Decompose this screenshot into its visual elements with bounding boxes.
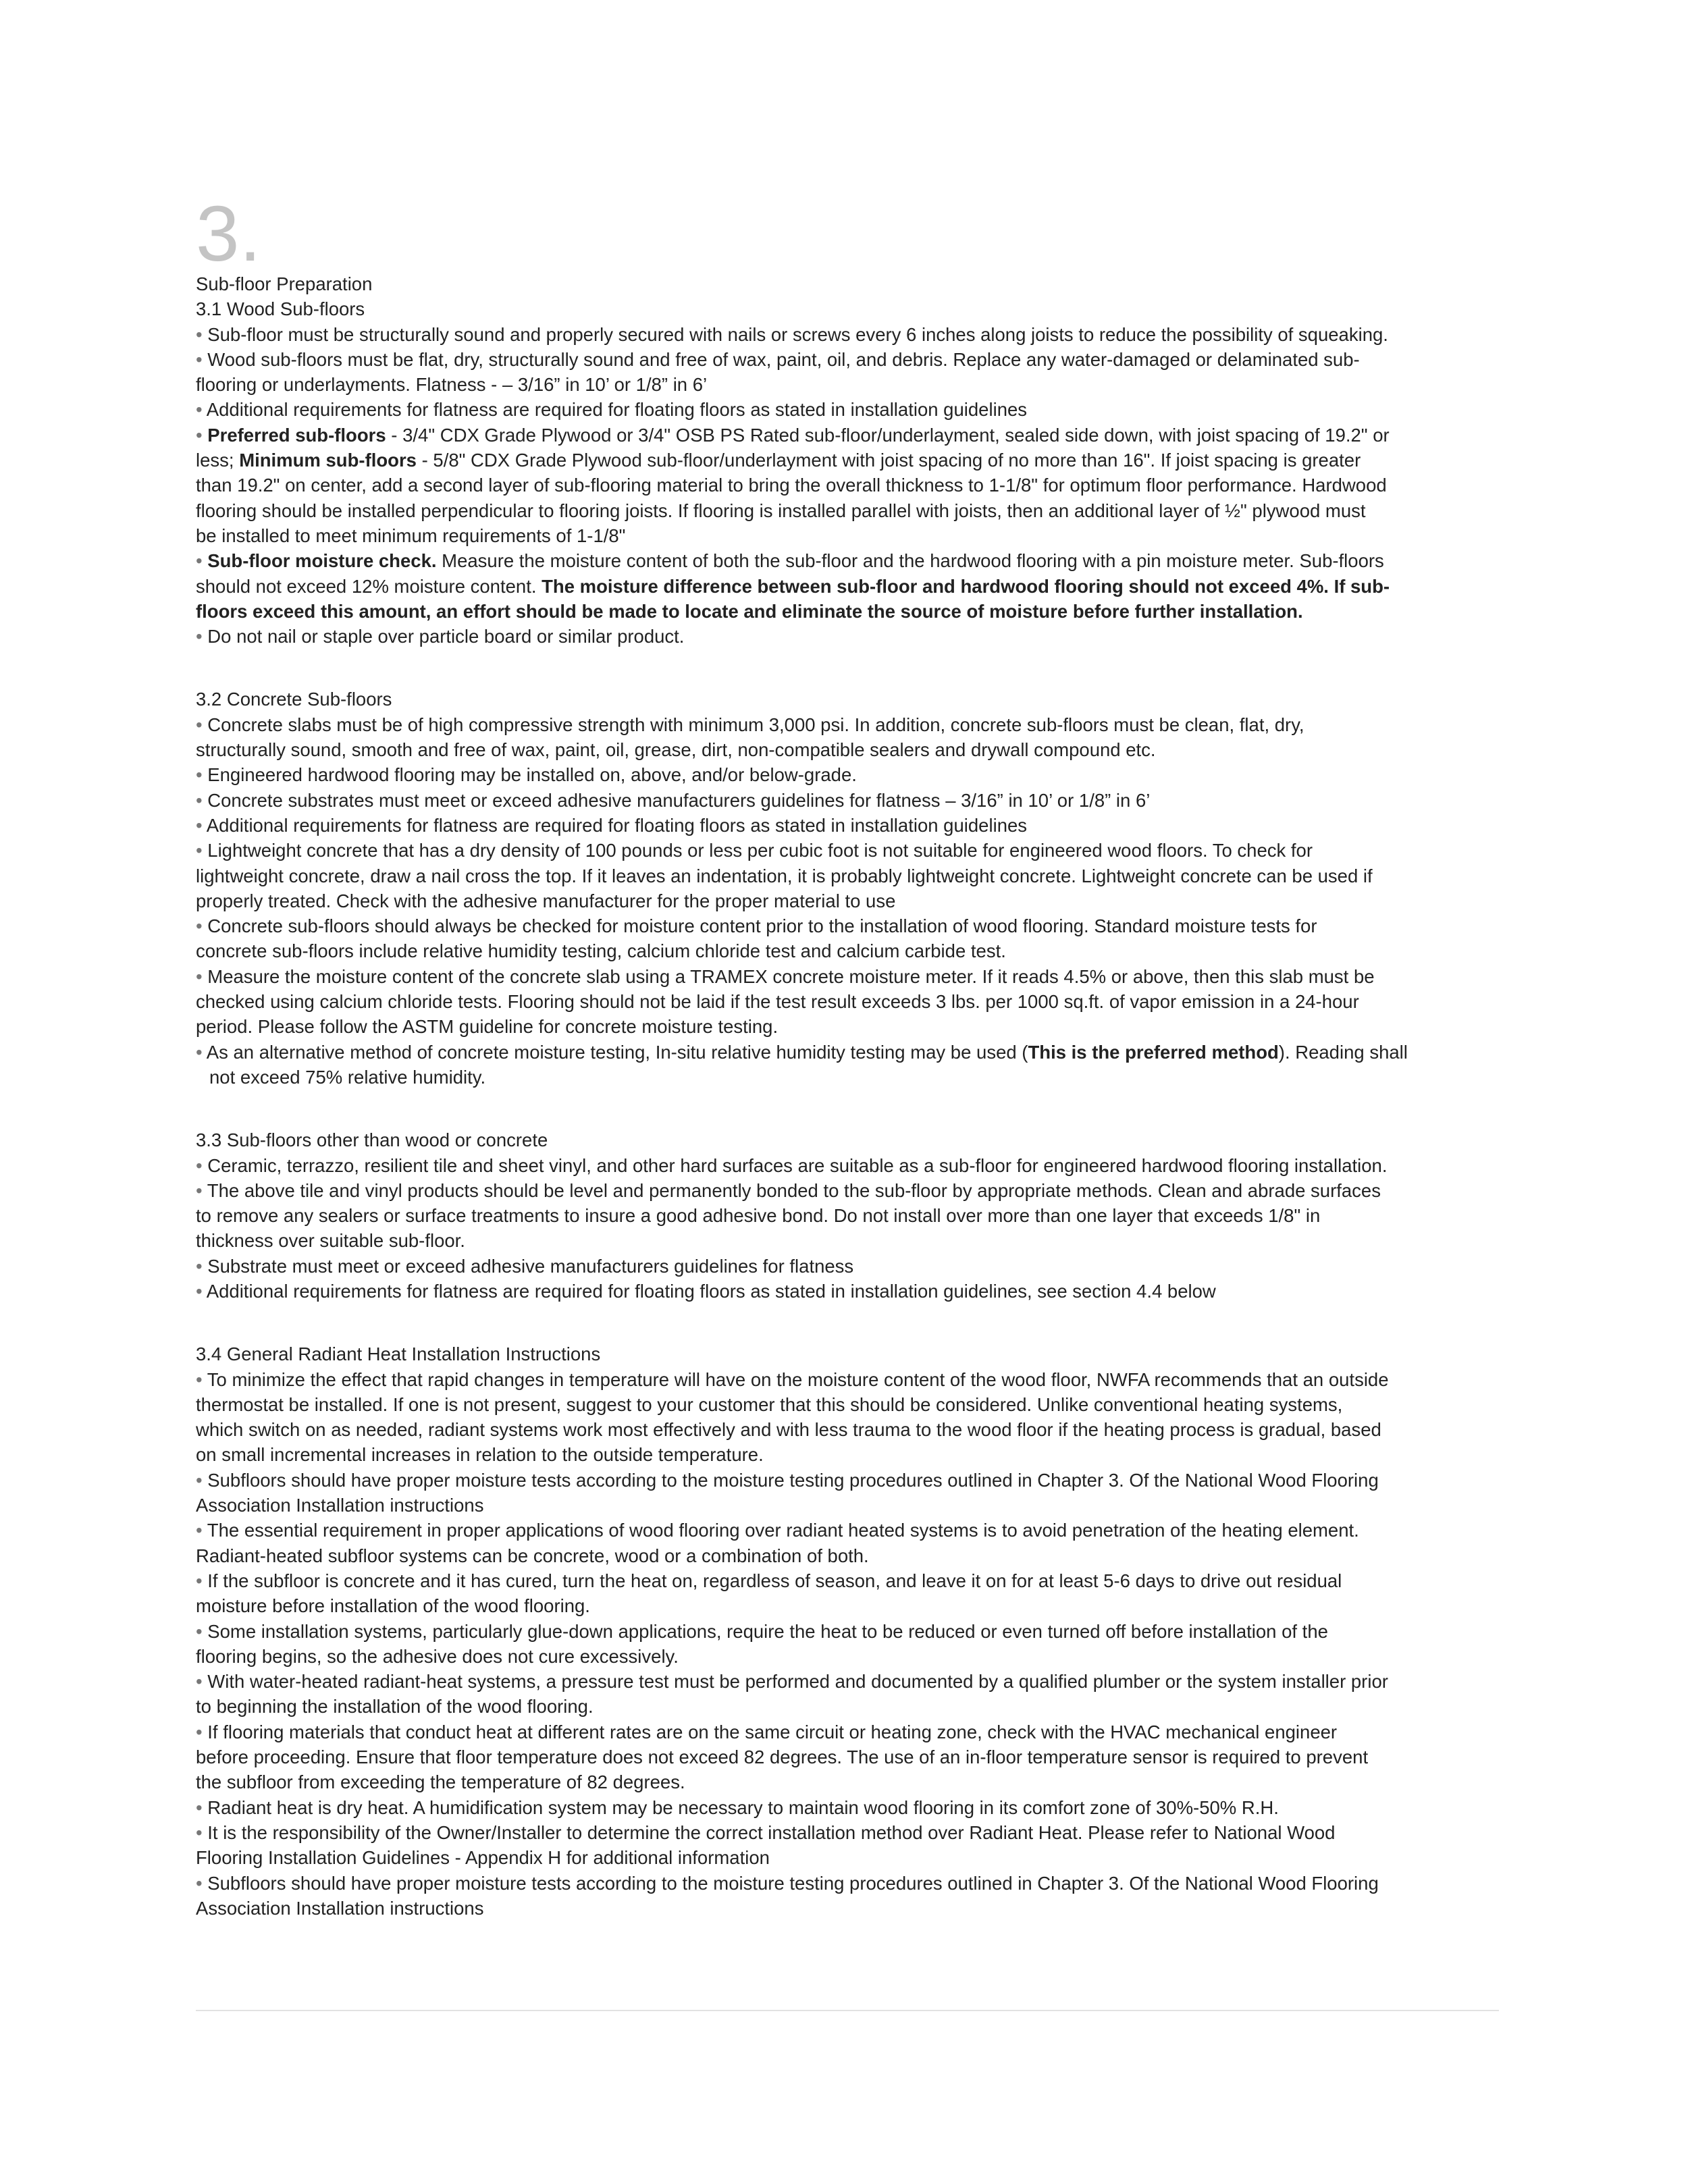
section-3-2-bullet-4: • Additional requirements for flatness are required for floating floors as stated in installation guidelines [196, 814, 1028, 836]
bullet-icon: • [196, 348, 203, 370]
bullet-icon: • [196, 550, 203, 572]
section-3-4-bullet-6: • With water-heated radiant-heat systems, a pressure test must be performed and documented by a qualified plumber or the system installer prior to beginning the installation of the wood flooring. [196, 1671, 1388, 1717]
bullet-icon: • [196, 1041, 203, 1063]
section-3-4-bullet-5: • Some installation systems, particularly glue-down applications, require the heat to be reduced or even turned off before installation of the flooring begins, so the adhesive does not cure excessively. [196, 1620, 1328, 1667]
document-title: Sub-floor Preparation [196, 273, 373, 294]
section-3-1-bullet-2: • Wood sub-floors must be flat, dry, structurally sound and free of wax, paint, oil, and debris. Replace any water-damaged or delaminated sub-flooring or underlayments. Flatness - – 3/16” in 10’ or 1/8” in 6’ [196, 348, 1360, 396]
section-3-2-title: 3.2 Concrete Sub-floors [196, 689, 392, 710]
bullet-icon: • [196, 1796, 203, 1818]
bullet-icon: • [196, 1821, 203, 1843]
bullet-icon: • [196, 814, 203, 836]
section-3-3-bullet-4: • Additional requirements for flatness are required for floating floors as stated in installation guidelines, see section 4.4 below [196, 1280, 1216, 1302]
section-3-3-bullet-2: • The above tile and vinyl products should be level and permanently bonded to the sub-floor by appropriate methods. Clean and abrade surfaces to remove any sealers or surface treatments to insure a good adhesive bond. Do not install over more than one layer that exceeds 1/8" in thickness over suitable sub-floor. [196, 1179, 1381, 1252]
section-3-1-title: 3.1 Wood Sub-floors [196, 298, 365, 320]
section-3-2-bullet-2: • Engineered hardwood flooring may be installed on, above, and/or below-grade. [196, 764, 857, 786]
bullet-icon: • [196, 764, 203, 786]
section-gap [196, 649, 1391, 687]
bullet-icon: • [196, 1255, 203, 1277]
bullet-icon: • [196, 840, 203, 861]
section-3-1-bullet-6: • Do not nail or staple over particle board or similar product. [196, 626, 685, 647]
section-3-2-bullet-6: • Concrete sub-floors should always be checked for moisture content prior to the installation of wood flooring. Standard moisture tests for concrete sub-floors include relative humidity testing, calcium chloride test and calcium carbide test. [196, 915, 1317, 962]
bullet-icon: • [196, 1368, 203, 1390]
bullet-icon: • [196, 1520, 203, 1541]
section-3-2-bullet-3: • Concrete substrates must meet or exceed adhesive manufacturers guidelines for flatness – 3/16” in 10’ or 1/8” in 6’ [196, 789, 1151, 811]
section-3-4-bullet-8: • Radiant heat is dry heat. A humidification system may be necessary to maintain wood flooring in its comfort zone of 30%-50% R.H. [196, 1796, 1279, 1818]
section-gap [196, 1090, 1391, 1127]
section-3-1-bullet-4: • Preferred sub-floors - 3/4" CDX Grade Plywood or 3/4" OSB PS Rated sub-floor/underlayment, sealed side down, with joist spacing of 19.2" or less; Minimum sub-floors - 5/8" CDX Grade Plywood sub-floor/underlayment with joist spacing of no more than 16". If joist spacing is greater than 19.2" on center, add a second layer of sub-flooring material to bring the overall thickness to 1-1/8" for optimum floor performance. Hardwood flooring should be installed perpendicular to flooring joists. If flooring is installed parallel with joists, then an additional layer of ½" plywood must be installed to meet minimum requirements of 1-1/8" [196, 424, 1390, 546]
bullet-icon: • [196, 323, 203, 345]
chapter-number: 3. [196, 190, 261, 277]
section-3-4-bullet-2: • Subfloors should have proper moisture tests according to the moisture testing procedures outlined in Chapter 3. Of the National Wood Flooring Association Installation instructions [196, 1469, 1379, 1516]
bullet-icon: • [196, 965, 203, 987]
section-3-4-bullet-4: • If the subfloor is concrete and it has cured, turn the heat on, regardless of season, and leave it on for at least 5-6 days to drive out residual moisture before installation of the wood flooring. [196, 1570, 1342, 1617]
bullet-icon: • [196, 1570, 203, 1591]
bullet-icon: • [196, 1154, 203, 1176]
section-3-4-bullet-7: • If flooring materials that conduct heat at different rates are on the same circuit or heating zone, check with the HVAC mechanical engineer before proceeding. Ensure that floor temperature does not exceed 82 degrees. The use of an in-floor temperature sensor is required to prevent the subfloor from exceeding the temperature of 82 degrees. [196, 1721, 1369, 1793]
section-3-4-bullet-3: • The essential requirement in proper applications of wood flooring over radiant heated systems is to avoid penetration of the heating element. Radiant-heated subfloor systems can be concrete, wood or a combination of both. [196, 1520, 1359, 1566]
section-3-2-bullet-5: • Lightweight concrete that has a dry density of 100 pounds or less per cubic foot is not suitable for engineered wood floors. To check for lightweight concrete, draw a nail cross the top. If it leaves an indentation, it is probably lightweight concrete. Lightweight concrete can be used if properly treated. Check with the adhesive manufacturer for the proper material to use [196, 840, 1373, 911]
section-gap [196, 1304, 1391, 1341]
bullet-icon: • [196, 915, 203, 937]
section-3-2-bullet-7: • Measure the moisture content of the concrete slab using a TRAMEX concrete moisture meter. If it reads 4.5% or above, then this slab must be checked using calcium chloride tests. Flooring should not be laid if the test result exceeds 3 lbs. per 1000 sq.ft. of vapor emission in a 24-hour period. Please follow the ASTM guideline for concrete moisture testing. [196, 965, 1375, 1038]
bullet-icon: • [196, 424, 203, 446]
section-3-4-title: 3.4 General Radiant Heat Installation Instructions [196, 1343, 601, 1365]
section-3-4-bullet-10: • Subfloors should have proper moisture tests according to the moisture testing procedures outlined in Chapter 3. Of the National Wood Flooring Association Installation instructions [196, 1872, 1379, 1919]
footer-divider [196, 2010, 1499, 2011]
bullet-icon: • [196, 714, 203, 735]
section-3-1-bullet-3: • Additional requirements for flatness are required for floating floors as stated in installation guidelines [196, 399, 1028, 421]
bullet-icon: • [196, 626, 203, 647]
bullet-icon: • [196, 1280, 203, 1302]
bullet-icon: • [196, 1671, 203, 1693]
section-3-4-bullet-9: • It is the responsibility of the Owner/Installer to determine the correct installation method over Radiant Heat. Please refer to National Wood Flooring Installation Guidelines - Appendix H for additional information [196, 1821, 1336, 1869]
bullet-icon: • [196, 399, 203, 421]
section-3-3-bullet-3: • Substrate must meet or exceed adhesive manufacturers guidelines for flatness [196, 1255, 854, 1277]
section-3-2-bullet-8: • As an alternative method of concrete moisture testing, In-situ relative humidity testing may be used (This is the preferred method). Reading shall not exceed 75% relative humidity. [196, 1041, 1408, 1088]
bullet-icon: • [196, 1469, 203, 1491]
bullet-icon: • [196, 1179, 203, 1201]
bullet-icon: • [196, 789, 203, 811]
bullet-icon: • [196, 1620, 203, 1642]
section-3-2-bullet-1: • Concrete slabs must be of high compressive strength with minimum 3,000 psi. In addition, concrete sub-floors must be clean, flat, dry, structurally sound, smooth and free of wax, paint, oil, grease, dirt, non-compatible sealers and drywall compound etc. [196, 714, 1304, 761]
section-3-3-title: 3.3 Sub-floors other than wood or concrete [196, 1129, 548, 1151]
section-3-1-bullet-5: • Sub-floor moisture check. Measure the moisture content of both the sub-floor and the hardwood flooring with a pin moisture meter. Sub-floors should not exceed 12% moisture content. The moisture difference between sub-floor and hardwood flooring should not exceed 4%. If sub-floors exceed this amount, an effort should be made to locate and eliminate the source of moisture before further installation. [196, 550, 1390, 622]
section-3-4-bullet-1: • To minimize the effect that rapid changes in temperature will have on the moisture content of the wood floor, NWFA recommends that an outside thermostat be installed. If one is not present, suggest to your customer that this should be considered. Unlike conventional heating systems, which switch on as needed, radiant systems work most effectively and with less trauma to the wood floor if the heating process is gradual, based on small incremental increases in relation to the outside temperature. [196, 1368, 1389, 1466]
bullet-icon: • [196, 1721, 203, 1742]
section-3-3-bullet-1: • Ceramic, terrazzo, resilient tile and sheet vinyl, and other hard surfaces are suitable as a sub-floor for engineered hardwood flooring installation. [196, 1154, 1388, 1176]
section-3-1-bullet-1: • Sub-floor must be structurally sound and properly secured with nails or screws every 6 inches along joists to reduce the possibility of squeaking. [196, 323, 1388, 345]
bullet-icon: • [196, 1872, 203, 1894]
document-body [196, 271, 1408, 1921]
